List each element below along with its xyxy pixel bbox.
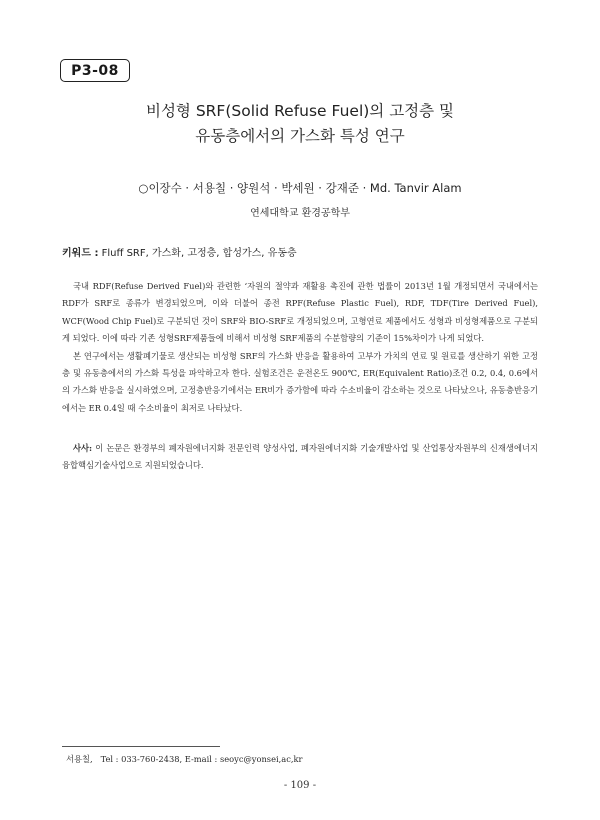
footnote-contact: 서용칠, Tel : 033-760-2438, E-mail : seoyc@yonsei,ac,kr — [66, 754, 303, 764]
abstract-body — [62, 278, 538, 417]
paper-title-line-1: 비성형 SRF(Solid Refuse Fuel)의 고정층 및 — [145, 102, 455, 120]
paper-title-line-2: 유동층에서의 가스화 특성 연구 — [195, 127, 405, 145]
paragraph-2: 본 연구에서는 생활폐기물로 생산되는 비성형 SRF의 가스화 반응을 활용하여 고부가 가치의 연료 및 원료를 생산하기 위한 고정층 및 유동층에서의 가스화 특성을 파악하고자 한다. 실험조건은 운전온도 900℃, ER(Equivalent Ratio)조건 0.2, 0.4, 0.6에서의 가스화 반응을 실시하였으며, 고정층반응기에서는 ER비가 증가함에 따라 수소비율이 감소하는 것으로 나타났으나, 유동층반응기에서는 ER 0.4일 때 수소비율이 최저로 나타났다. — [62, 350, 538, 413]
footnote-divider — [62, 746, 220, 747]
paragraph-1: 국내 RDF(Refuse Derived Fuel)와 관련한 ‘자원의 절약과 재활용 촉진에 관한 법률이 2013년 1월 개정되면서 국내에서는 RDF가 SRF로 종류가 변경되었으며, 이와 더불어 종전 RPF(Refuse Plastic Fuel), RDF, TDF(Tire Derived Fuel), WCF(Wood Chip Fuel)로 구분되던 것이 SRF와 BIO-SRF로 개정되었으며, 고형연료 제품에서도 성형과 비성형제품으로 구분되게 되었다. 이에 따라 기존 성형SRF제품들에 비해서 비성형 SRF제품의 수분함량의 기준이 15%차이가 나게 되었다. — [62, 281, 538, 344]
keywords-label: 키워드 : — [62, 248, 99, 259]
acknowledgement-text: 이 논문은 환경부의 폐자원에너지화 전문인력 양성사업, 폐자원에너지화 기술개발사업 및 산업통상자원부의 신재생에너지융합핵심기술사업으로 지원되었습니다. — [62, 443, 538, 471]
keywords-text: Fluff SRF, 가스화, 고정층, 합성가스, 유동층 — [98, 248, 297, 259]
page-number: - 109 - — [283, 780, 317, 791]
keywords — [62, 244, 297, 259]
acknowledgement-label: 사사: — [73, 443, 93, 453]
acknowledgement — [62, 440, 538, 475]
session-code-badge: P3-08 — [60, 59, 130, 82]
affiliation: 연세대학교 환경공학부 — [250, 208, 350, 219]
author-list: ○이장수 · 서용칠 · 양원석 · 박세원 · 강재준 · Md. Tanvir Alam — [138, 181, 462, 195]
